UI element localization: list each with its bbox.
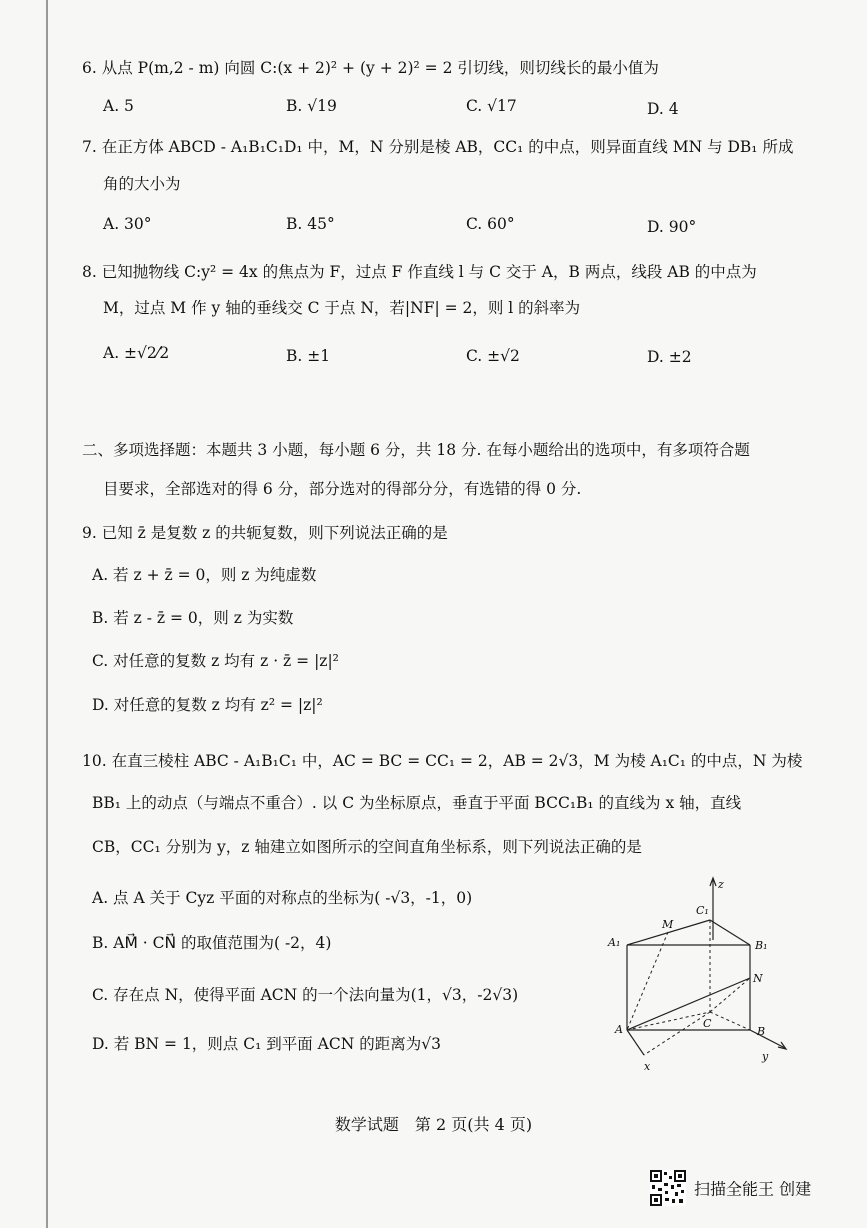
option-q6a: A. 5	[103, 97, 134, 115]
option-q10oc: C. 存在点 N，使得平面 ACN 的一个法向量为(1，√3，-2√3)	[92, 986, 519, 1004]
line-q8a: 8. 已知抛物线 C:y² = 4x 的焦点为 F，过点 F 作直线 l 与 C 交于 A，B 两点，线段 AB 的中点为	[82, 263, 757, 281]
scanner-label: 扫描全能王 创建	[694, 1179, 812, 1199]
label-y: y	[762, 1050, 769, 1063]
option-q8ob: B. ±1	[286, 347, 331, 365]
option-q10od: D. 若 BN = 1，则点 C₁ 到平面 ACN 的距离为√3	[92, 1035, 441, 1053]
option-q7ob: B. 45°	[286, 215, 335, 233]
label-b: B	[757, 1025, 766, 1038]
line-q10b: BB₁ 上的动点（与端点不重合）. 以 C 为坐标原点，垂直于平面 BCC₁B₁ 的直线为 x 轴，直线	[92, 794, 742, 812]
option-q9a: A. 若 z + z̄ = 0，则 z 为纯虚数	[92, 566, 317, 584]
segment-an	[627, 978, 750, 1030]
line-q7a: 7. 在正方体 ABCD - A₁B₁C₁D₁ 中，M，N 分别是棱 AB，CC₁ 的中点，则异面直线 MN 与 DB₁ 所成	[82, 138, 794, 156]
line-sec2a: 二、多项选择题：本题共 3 小题，每小题 6 分，共 18 分. 在每小题给出的选项中，有多项符合题	[82, 441, 750, 459]
line-q8b: M，过点 M 作 y 轴的垂线交 C 于点 N，若|NF| = 2，则 l 的斜率为	[103, 299, 581, 317]
option-q10oa: A. 点 A 关于 Cyz 平面的对称点的坐标为( -√3，-1，0)	[92, 889, 473, 907]
edge-c1b1	[710, 920, 750, 945]
option-q6d: D. 4	[647, 100, 679, 118]
y-axis	[750, 1030, 785, 1048]
option-q6c: C. √17	[466, 97, 517, 115]
option-q9b: B. 若 z - z̄ = 0，则 z 为实数	[92, 609, 294, 627]
option-q10ob: B. AM⃗ · CN⃗ 的取值范围为( -2，4)	[92, 934, 332, 952]
prism-figure	[600, 870, 800, 1075]
label-n: N	[753, 972, 763, 985]
option-q6b: B. √19	[286, 97, 337, 115]
option-q9c: C. 对任意的复数 z 均有 z · z̄ = |z|²	[92, 652, 339, 670]
page-left-margin-line	[46, 0, 48, 1228]
label-a1: A₁	[608, 936, 621, 949]
label-c1: C₁	[696, 904, 709, 917]
label-m: M	[662, 918, 674, 931]
option-q7oa: A. 30°	[103, 215, 152, 233]
option-q7oc: C. 60°	[466, 215, 515, 233]
scanner-watermark	[650, 1170, 811, 1206]
segment-cn-hidden	[710, 978, 750, 1012]
x-axis	[627, 1030, 644, 1055]
edge-cb-hidden	[710, 1012, 750, 1030]
label-b1: B₁	[755, 939, 768, 952]
label-c: C	[703, 1017, 712, 1030]
qr-code-icon	[650, 1170, 686, 1206]
line-q6: 6. 从点 P(m,2 - m) 向圆 C:(x + 2)² + (y + 2)² = 2 引切线，则切线长的最小值为	[82, 59, 659, 77]
option-q8od: D. ±2	[647, 348, 692, 366]
edge-ac-hidden	[627, 1012, 710, 1030]
label-a: A	[615, 1023, 623, 1036]
page-footer: 数学试题 第 2 页(共 4 页)	[334, 1115, 533, 1134]
label-x: x	[644, 1060, 651, 1073]
option-q7od: D. 90°	[647, 218, 697, 236]
label-z: z	[718, 878, 724, 891]
option-q9d: D. 对任意的复数 z 均有 z² = |z|²	[92, 696, 323, 714]
line-q10c: CB，CC₁ 分别为 y，z 轴建立如图所示的空间直角坐标系，则下列说法正确的是	[92, 838, 642, 856]
option-q8oa: A. ±√2⁄2	[103, 344, 170, 362]
line-q9: 9. 已知 z̄ 是复数 z 的共轭复数，则下列说法正确的是	[82, 524, 448, 542]
line-q7b: 角的大小为	[103, 175, 181, 193]
line-q10a: 10. 在直三棱柱 ABC - A₁B₁C₁ 中，AC = BC = CC₁ = 2，AB = 2√3，M 为棱 A₁C₁ 的中点，N 为棱	[82, 752, 803, 770]
line-sec2b: 目要求，全部选对的得 6 分，部分选对的得部分分，有选错的得 0 分.	[103, 480, 582, 498]
option-q8oc: C. ±√2	[466, 347, 520, 365]
